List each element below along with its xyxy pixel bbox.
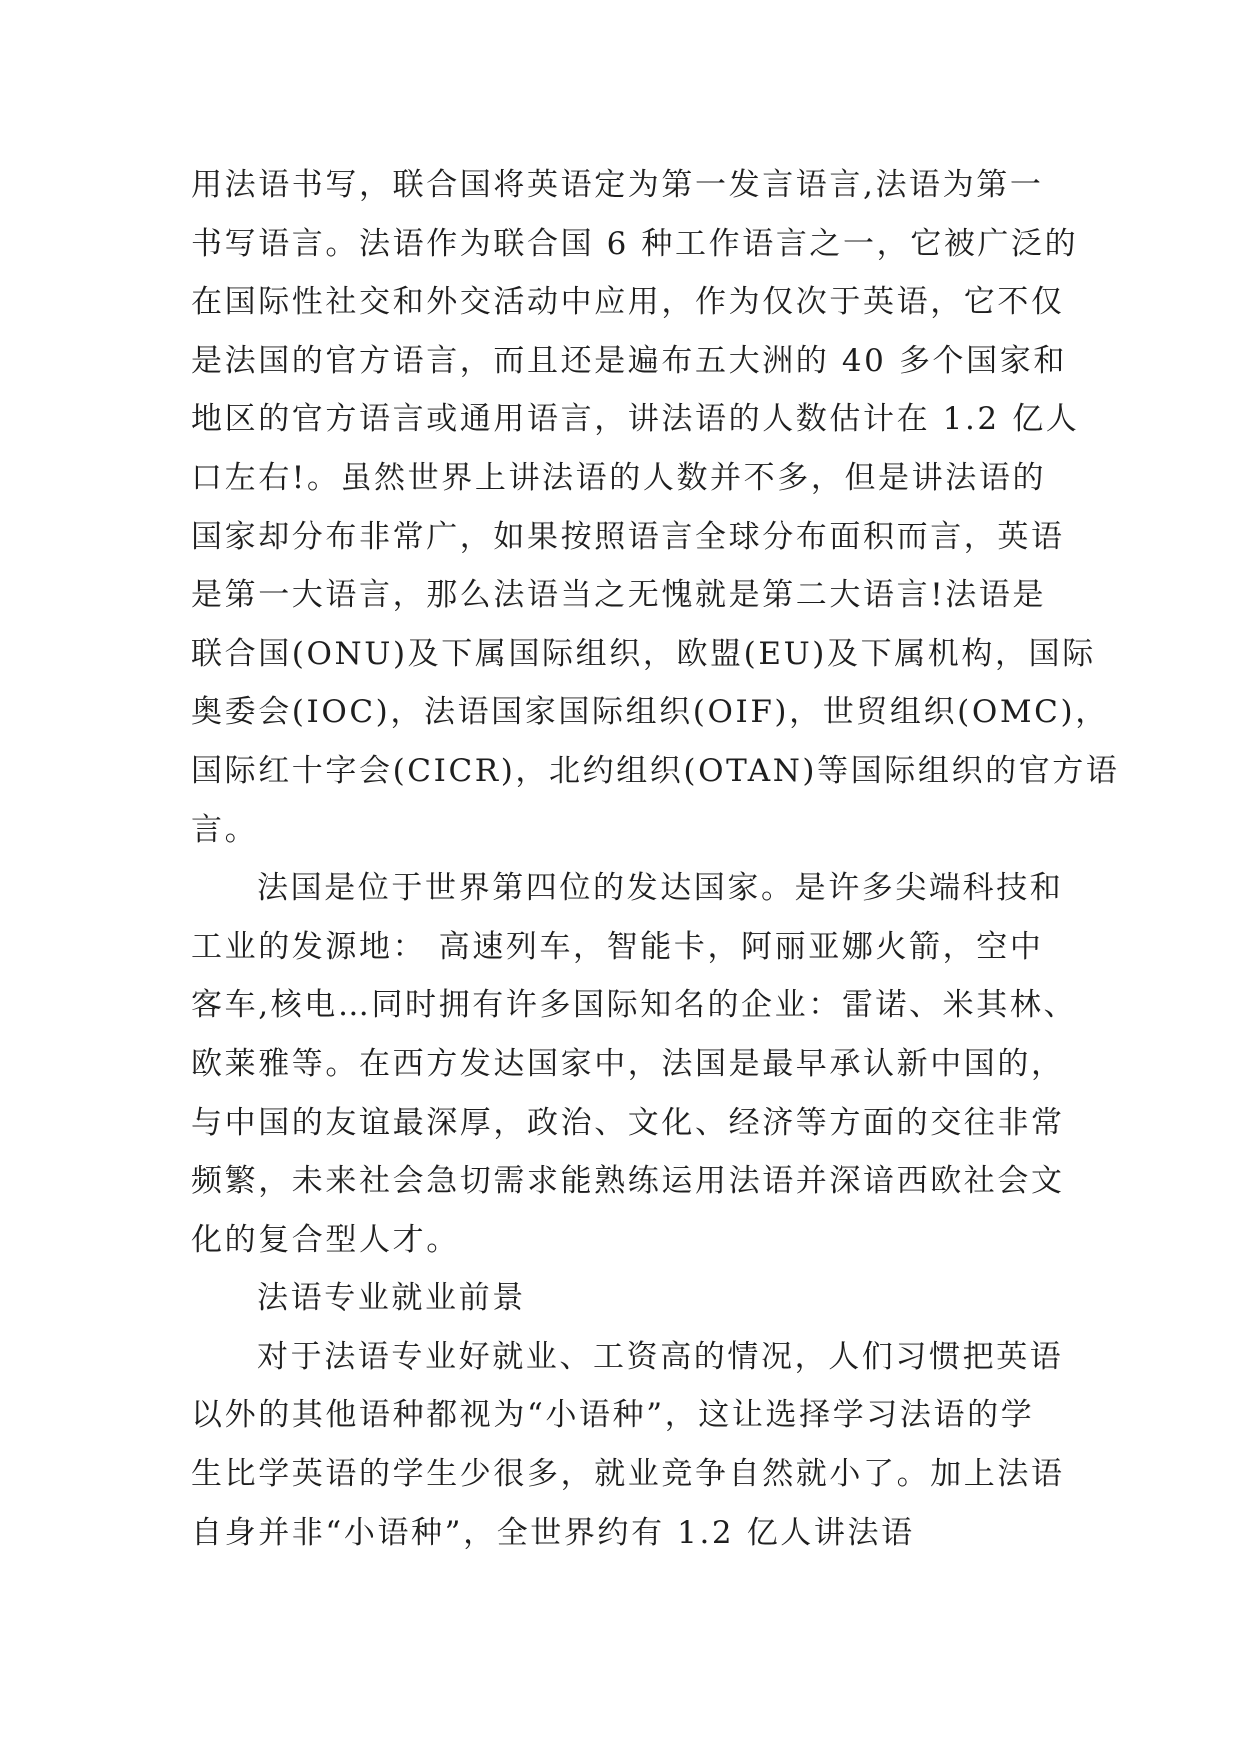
section-heading: 法语专业就业前景 — [257, 1280, 526, 1317]
text-line: 客车,核电…同时拥有许多国际知名的企业：雷诺、米其林、 — [191, 987, 1078, 1024]
text-line: 联合国(ONU)及下属国际组织，欧盟(EU)及下属机构，国际 — [191, 635, 1096, 672]
text-line: 地区的官方语言或通用语言，讲法语的人数估计在 1.2 亿人 — [191, 401, 1080, 438]
text-line: 生比学英语的学生少很多，就业竞争自然就小了。加上法语 — [191, 1456, 1065, 1493]
text-line: 对于法语专业好就业、工资高的情况，人们习惯把英语 — [257, 1338, 1064, 1375]
paragraph-france-development — [191, 859, 1078, 1269]
text-line: 国际红十字会(CICR)，北约组织(OTAN)等国际组织的官方语 — [191, 752, 1120, 789]
text-line: 以外的其他语种都视为“小语种”，这让选择学习法语的学 — [191, 1397, 1035, 1434]
text-line: 法国是位于世界第四位的发达国家。是许多尖端科技和 — [257, 870, 1064, 907]
text-line: 在国际性社交和外交活动中应用，作为仅次于英语，它不仅 — [191, 284, 1065, 321]
document-body — [191, 156, 1120, 1562]
text-line: 化的复合型人才。 — [191, 1221, 460, 1258]
text-line: 用法语书写，联合国将英语定为第一发言语言,法语为第一 — [191, 167, 1044, 203]
text-line: 言。 — [191, 811, 259, 848]
section-heading-career-prospects — [191, 1269, 1059, 1328]
text-line: 频繁，未来社会急切需求能熟练运用法语并深谙西欧社会文 — [191, 1163, 1065, 1200]
text-line: 工业的发源地： 高速列车，智能卡，阿丽亚娜火箭，空中 — [191, 928, 1044, 965]
paragraph-employment — [191, 1328, 1065, 1562]
text-line: 自身并非“小语种”，全世界约有 1.2 亿人讲法语 — [191, 1514, 915, 1551]
text-line: 是第一大语言，那么法语当之无愧就是第二大语言!法语是 — [191, 577, 1047, 614]
text-line: 与中国的友谊最深厚，政治、文化、经济等方面的交往非常 — [191, 1104, 1065, 1141]
paragraph-french-language-status — [191, 156, 1120, 859]
text-line: 奥委会(IOC)，法语国家国际组织(OIF)，世贸组织(OMC)， — [191, 694, 1109, 731]
text-line: 口左右!。虽然世界上讲法语的人数并不多，但是讲法语的 — [191, 459, 1047, 496]
text-line: 是法国的官方语言，而且还是遍布五大洲的 40 多个国家和 — [191, 342, 1067, 379]
text-line: 欧莱雅等。在西方发达国家中，法国是最早承认新中国的， — [191, 1045, 1065, 1082]
text-line: 国家却分布非常广，如果按照语言全球分布面积而言，英语 — [191, 518, 1065, 555]
text-line: 书写语言。法语作为联合国 6 种工作语言之一，它被广泛的 — [191, 225, 1079, 262]
